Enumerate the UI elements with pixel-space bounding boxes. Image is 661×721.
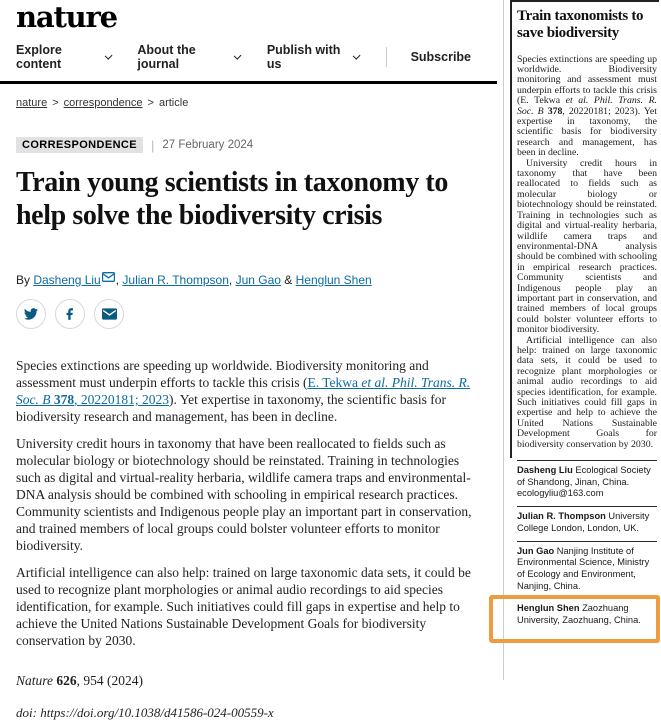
sidebar-paragraph-3: Artificial intelligence can also help: trained on large taxonomic data sets, it could be used to recognize plant morphologies or animal audio recordings to aid species identification, for example. Such initiatives could fill gaps in expertise and help to achieve the United Nations Sustainable Development Goals for biodiversity conservation by 2030. <box>517 334 657 450</box>
text-segment: 378 <box>547 105 563 117</box>
breadcrumb-correspondence[interactable]: correspondence <box>63 97 143 110</box>
chevron-down-icon <box>353 52 361 60</box>
text-segment: Species extinctions are speeding up worldwide. Biodiversity monitoring and assessment must underpin efforts to tackle this crisis ( <box>16 357 429 390</box>
byline-separator: , <box>115 272 123 287</box>
journal-name: Nature <box>16 672 57 688</box>
facebook-icon <box>63 307 77 321</box>
text-segment: , 20220181; 2023 <box>74 391 170 407</box>
twitter-share-button[interactable] <box>16 299 46 329</box>
sidebar-column-rule <box>510 0 512 458</box>
affiliation-detail: Ecological Society of Shandong, Jinan, China. ecologyliu@163.com <box>517 465 651 499</box>
nav-explore-content[interactable] <box>16 43 111 71</box>
nav-divider <box>386 47 387 67</box>
affiliation-detail: Nanjing Institute of Environmental Science, Ministry of Ecology and Environment, Nanjing, China. <box>517 545 650 591</box>
author-link-jun-gao[interactable]: Jun Gao <box>235 272 281 287</box>
nav-publish-with-us[interactable] <box>267 43 360 71</box>
citation-rest: , 954 (2024) <box>76 672 143 688</box>
text-segment: 378 <box>53 391 75 407</box>
text-segment: et al. Phil. Trans. R. Soc. B <box>517 95 657 117</box>
paragraph-3: Artificial intelligence can also help: trained on large taxonomic data sets, it could be used to recognize plant morphologies or animal audio recordings to aid species identification, for example. Such initiatives could fill gaps in expertise and help to achieve the United Nations Sustainable Development Goals for biodiversity conservation by 2030. <box>16 564 471 648</box>
volume-number: 626 <box>56 672 77 688</box>
author-link-dasheng-liu[interactable]: Dasheng Liu <box>33 272 101 287</box>
main-nav <box>16 43 497 71</box>
text-segment: ). Yet expertise in taxonomy, the scientific basis for biodiversity research and management, has been in decline. <box>16 391 446 424</box>
print-version-sidebar <box>503 0 661 680</box>
author-link-julian-r-thompson[interactable]: Julian R. Thompson <box>122 272 229 287</box>
author-link-henglun-shen[interactable]: Henglun Shen <box>295 272 372 287</box>
affiliation-name: Henglun Shen <box>517 603 580 614</box>
breadcrumb-nature[interactable]: nature <box>16 97 48 110</box>
nav-label: Explore content <box>16 43 62 72</box>
text-segment: E. Tekwa <box>307 374 362 390</box>
article-meta-row <box>16 137 497 153</box>
affiliation-name: Dasheng Liu <box>517 465 573 476</box>
byline <box>16 271 481 287</box>
doi-line: doi: https://doi.org/10.1038/d41586-024-00559-x <box>16 704 274 720</box>
meta-divider: | <box>151 137 155 153</box>
paragraph-1 <box>16 357 481 425</box>
sidebar-content <box>504 0 661 633</box>
breadcrumb-article: article <box>158 97 189 110</box>
chevron-down-icon <box>234 52 242 60</box>
chevron-down-icon <box>105 52 113 60</box>
affiliation-name: Jun Gao <box>517 545 555 556</box>
byline-ampersand: & <box>280 272 296 287</box>
breadcrumb-separator: > <box>52 97 59 110</box>
byline-prefix: By <box>16 272 34 287</box>
twitter-icon <box>24 307 38 321</box>
correspondence-badge: CORRESPONDENCE <box>16 137 143 153</box>
affiliation-name: Julian R. Thompson <box>517 511 606 522</box>
breadcrumb-separator: > <box>147 97 154 110</box>
email-share-button[interactable] <box>94 299 124 329</box>
text-segment: , 20220181; 2023). Yet expertise in taxonomy, the scientific basis for biodiversity research and management, has been in decline. <box>517 105 658 159</box>
affiliation-henglun-shen <box>517 598 657 632</box>
citation <box>16 673 481 689</box>
sidebar-body <box>517 55 657 450</box>
byline-separator: , <box>228 272 236 287</box>
affiliation-jun-gao <box>517 541 657 599</box>
affiliation-detail: Zaozhuang University, Zaozhuang, China. <box>517 603 641 626</box>
nav-label: About the journal <box>137 43 196 72</box>
text-segment: Species extinctions are speeding up worldwide. Biodiversity monitoring and assessment must underpin efforts to tackle this crisis (E. Tekwa <box>517 53 657 107</box>
header-rule <box>0 81 497 84</box>
nav-about-the-journal[interactable] <box>137 43 240 71</box>
article-body <box>16 357 481 649</box>
nav-label: Publish with us <box>266 43 341 72</box>
sidebar-paragraph-2: University credit hours in taxonomy that have been reallocated to fields such as molecular biology or biotechnology should be reinstated. Training in technologies such as digital and virtual-reality herbaria, wildlife camera traps and environmental-DNA analysis should be combined with schooling in empirical research practices. Community scientists and Indigenous people play an important part in conservation, and trained members of local groups could bolster volunteer efforts to monitor biodiversity. <box>517 157 657 336</box>
email-icon[interactable] <box>102 271 115 285</box>
breadcrumb <box>16 97 497 109</box>
paragraph-2: University credit hours in taxonomy that have been reallocated to fields such as molecular biology or biotechnology should be reinstated. Training in technologies such as digital and virtual-reality herbaria, wildlife camera traps and environmental-DNA analysis should be combined with schooling in empirical research practices. Community scientists and Indigenous people play an important part in conservation, and trained members of local groups could bolster volunteer efforts to monitor biodiversity. <box>16 435 472 553</box>
affiliation-julian-r-thompson <box>517 506 657 540</box>
text-segment: et al. Phil. Trans. R. Soc. B <box>16 374 471 407</box>
publish-date: 27 February 2024 <box>162 139 254 152</box>
nav-subscribe[interactable]: Subscribe <box>410 50 471 65</box>
facebook-share-button[interactable] <box>55 299 85 329</box>
affiliation-detail: University College London, London, UK. <box>517 511 650 533</box>
sidebar-paragraph-1 <box>517 55 657 159</box>
affiliation-dasheng-liu <box>517 460 657 506</box>
article-title: Train young scientists in taxonomy to help solve the biodiversity crisis <box>16 167 448 232</box>
share-buttons <box>16 299 497 329</box>
sidebar-affiliations <box>517 460 657 633</box>
nature-logo[interactable]: nature <box>16 0 117 34</box>
envelope-icon <box>102 308 117 320</box>
sidebar-top-rule <box>510 0 659 2</box>
sidebar-title: Train taxonomists to save biodiversity <box>517 8 644 41</box>
